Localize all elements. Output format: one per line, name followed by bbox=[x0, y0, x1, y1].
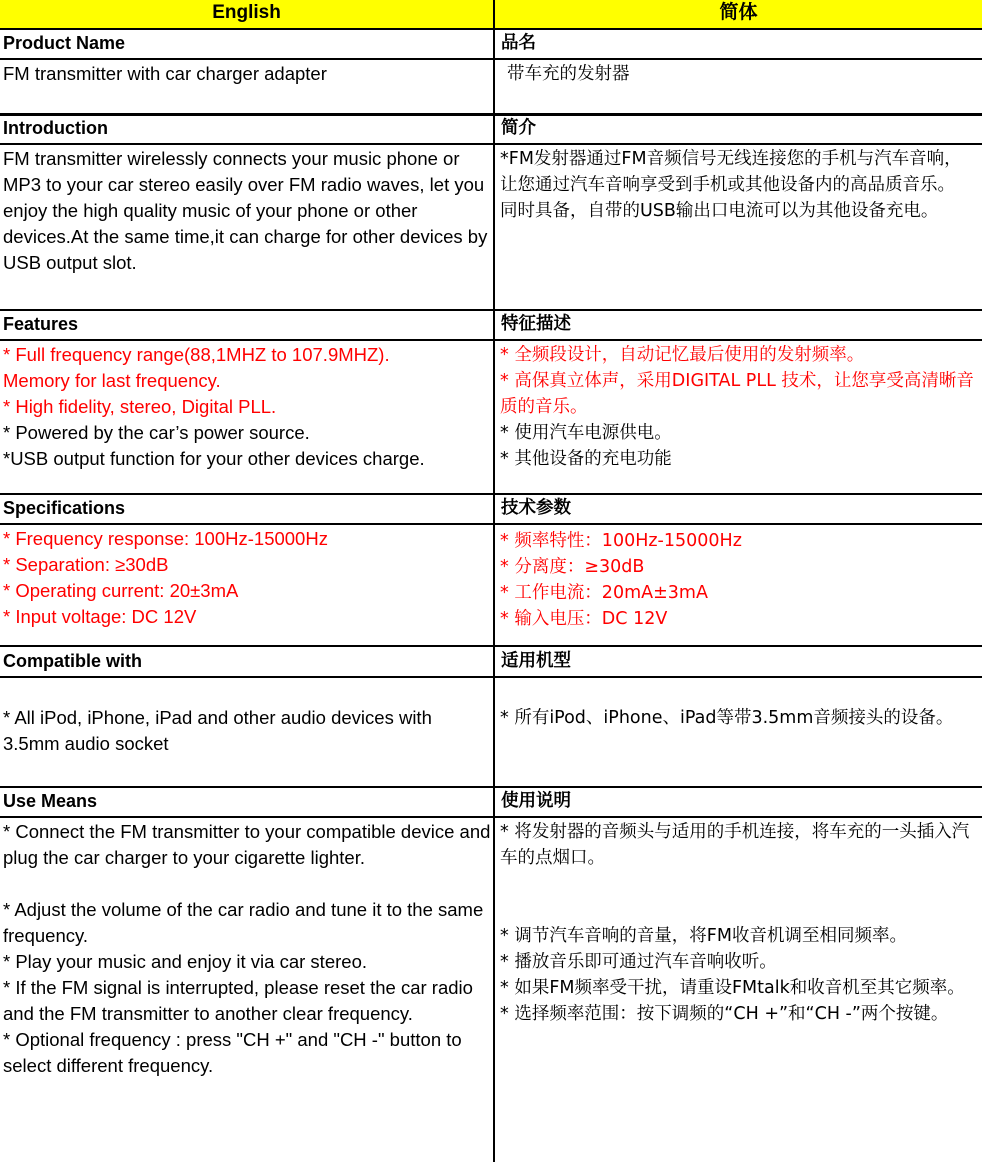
step-line: * Play your music and enjoy it via car stereo. bbox=[3, 951, 367, 972]
step-line: * 如果FM频率受干扰，请重设FMtalk和收音机至其它频率。 bbox=[500, 978, 965, 998]
step-spacer bbox=[500, 871, 978, 923]
compatible-text-en: * All iPod, iPhone, iPad and other audio devices with 3.5mm audio socket bbox=[3, 707, 432, 754]
features-list-zh bbox=[500, 342, 980, 472]
feature-line: * 其他设备的充电功能 bbox=[500, 449, 672, 469]
row-divider bbox=[0, 113, 982, 116]
product-name-zh: 带车充的发射器 bbox=[507, 64, 630, 84]
spec-line: * Frequency response: 100Hz-15000Hz bbox=[3, 528, 328, 549]
introduction-text-zh: *FM发射器通过FM音频信号无线连接您的手机与汽车音响，让您通过汽车音响享受到手机或其他设备内的高品质音乐。同时具备，自带的USB输出口电流可以为其他设备充电。 bbox=[500, 149, 962, 221]
step-line: * 调节汽车音响的音量，将FM收音机调至相同频率。 bbox=[500, 926, 907, 946]
spec-line: * 频率特性：100Hz-15000Hz bbox=[500, 531, 742, 551]
feature-line: *USB output function for your other devices charge. bbox=[3, 448, 425, 469]
feature-line: * High fidelity, stereo, Digital PLL. bbox=[3, 396, 277, 417]
compatible-text-zh: * 所有iPod、iPhone、iPad等带3.5mm音频接头的设备。 bbox=[500, 708, 954, 728]
use-means-label-en: Use Means bbox=[3, 791, 98, 811]
product-name-label-zh: 品名 bbox=[501, 33, 536, 53]
row-divider bbox=[0, 143, 982, 145]
specifications-label-en: Specifications bbox=[3, 498, 126, 518]
feature-line: Memory for last frequency. bbox=[3, 370, 221, 391]
spec-line: * 分离度：≥30dB bbox=[500, 557, 645, 577]
step-spacer bbox=[3, 871, 491, 897]
step-line: * 选择频率范围：按下调频的“CH +”和“CH -”两个按键。 bbox=[500, 1004, 949, 1024]
product-name-en: FM transmitter with car charger adapter bbox=[3, 63, 327, 84]
row-divider bbox=[0, 523, 982, 525]
use-means-label-zh: 使用说明 bbox=[501, 791, 571, 811]
row-divider bbox=[0, 493, 982, 495]
introduction-label-en: Introduction bbox=[3, 118, 108, 138]
specifications-list-en bbox=[3, 526, 491, 630]
use-means-steps-zh bbox=[500, 819, 978, 1027]
compatible-label-zh: 适用机型 bbox=[501, 651, 571, 671]
row-divider bbox=[0, 786, 982, 788]
feature-line: * Powered by the car’s power source. bbox=[3, 422, 310, 443]
spec-line: * 工作电流：20mA±3mA bbox=[500, 583, 708, 603]
step-line: * Optional frequency : press "CH +" and "CH -" button to select different frequency. bbox=[3, 1029, 462, 1076]
step-line: * Adjust the volume of the car radio and tune it to the same frequency. bbox=[3, 899, 484, 946]
specifications-label-zh: 技术参数 bbox=[501, 498, 571, 518]
features-label-zh: 特征描述 bbox=[501, 314, 571, 334]
row-divider bbox=[0, 676, 982, 678]
compatible-label-en: Compatible with bbox=[3, 651, 142, 671]
spec-line: * Separation: ≥30dB bbox=[3, 554, 169, 575]
row-divider bbox=[0, 339, 982, 341]
feature-line: * 使用汽车电源供电。 bbox=[500, 423, 672, 443]
feature-line: * Full frequency range(88,1MHZ to 107.9MHZ). bbox=[3, 344, 390, 365]
features-label-en: Features bbox=[3, 314, 79, 334]
step-line: * If the FM signal is interrupted, please reset the car radio and the FM transmitter to another clear frequency. bbox=[3, 977, 473, 1024]
features-list-en bbox=[3, 342, 491, 472]
row-divider bbox=[0, 58, 982, 60]
step-line: * Connect the FM transmitter to your compatible device and plug the car charger to your cigarette lighter. bbox=[3, 821, 491, 868]
feature-line: * 高保真立体声，采用DIGITAL PLL 技术，让您享受高清晰音质的音乐。 bbox=[500, 371, 974, 417]
row-divider bbox=[0, 816, 982, 818]
row-divider bbox=[0, 309, 982, 311]
column-divider bbox=[493, 0, 495, 1162]
step-line: * 将发射器的音频头与适用的手机连接，将车充的一头插入汽车的点烟口。 bbox=[500, 822, 970, 868]
introduction-label-zh: 简介 bbox=[501, 118, 536, 138]
header-english: English bbox=[0, 0, 493, 28]
specifications-list-zh bbox=[500, 528, 978, 632]
header-chinese: 简体 bbox=[495, 0, 982, 28]
use-means-steps-en bbox=[3, 819, 491, 1079]
spec-line: * Operating current: 20±3mA bbox=[3, 580, 239, 601]
row-divider bbox=[0, 645, 982, 647]
product-name-label-en: Product Name bbox=[3, 33, 126, 53]
spec-line: * 输入电压：DC 12V bbox=[500, 609, 668, 629]
introduction-text-en: FM transmitter wirelessly connects your music phone or MP3 to your car stereo easily over FM radio waves, let you enjoy the high quality music of your phone or other devices.At the same time,it can charge for other devices by USB output slot. bbox=[3, 148, 488, 273]
row-divider bbox=[0, 28, 982, 30]
spec-line: * Input voltage: DC 12V bbox=[3, 606, 197, 627]
step-line: * 播放音乐即可通过汽车音响收听。 bbox=[500, 952, 777, 972]
feature-line: * 全频段设计，自动记忆最后使用的发射频率。 bbox=[500, 345, 865, 365]
